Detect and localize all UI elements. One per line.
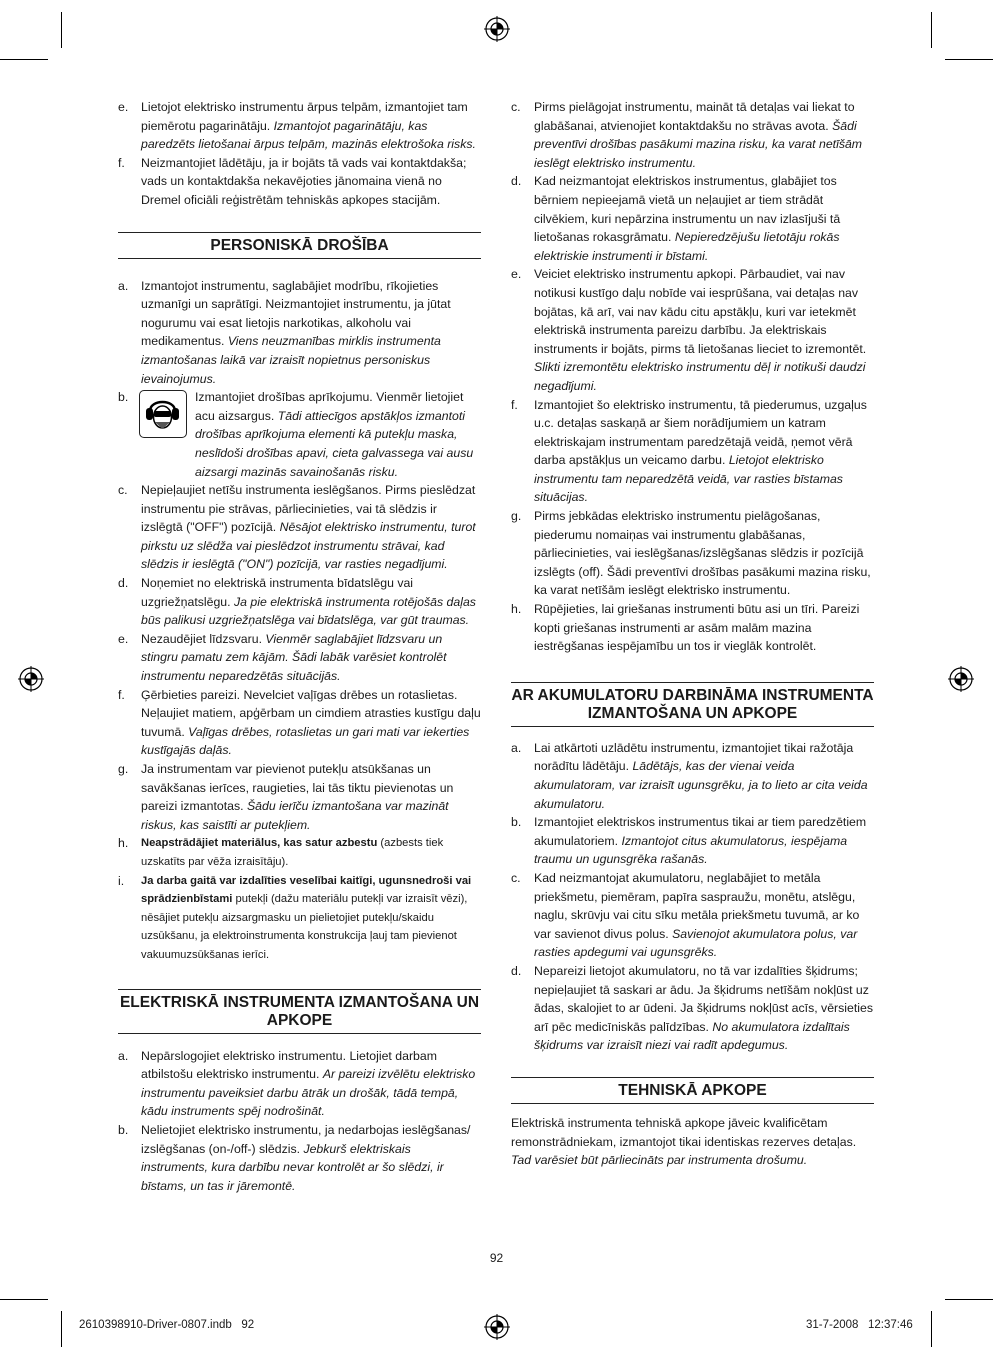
footer-date: 31-7-2008 12:37:46 [806,1319,913,1331]
list-item: b. Izmantojiet drošības aprīkojumu. Vienmēr lietojiet acu aizsargus. Tādi attiecīgos apstākļos izmantoti drošības aprīkojuma elementi kā putekļu maska, neslīdoši drošības apavi, cieta galvassega vai ausu aizsargi mazinās savainošanās risku. [118,390,474,479]
list-item: g. Pirms jebkādas elektrisko instrumentu pielāgošanas, piederumu nomaiņas vai instrumentu glabāšanas, pārliecinieties, vai ieslēgšanas/izslēgšanas slēdzis ir pozīcijā izslēgts (off). Šādi preventīvi drošības pasākumi mazina risku, ka varat netīšām ieslēgt elektrisko instrumentu. [511,509,871,598]
list-item: c. Kad neizmantojat akumulatoru, neglabājiet to metāla priekšmetu, piemēram, papīra saspraužu, monētu, atslēgu, naglu, skrūvju vai citu sīku metāla priekšmetu tuvumā, ar ko var savienot divus polus. Savienojot akumulatora polus, var rasties apdegumi vai ugunsgrēks. [511,870,860,960]
registration-mark-icon [484,1314,510,1340]
list-item: f. Neizmantojiet lādētāju, ja ir bojāts tā vads vai kontaktdakša; vads un kontaktdakša nekavējoties jānomaina vienā no Dremel oficiāli reģistrētām tehniskās apkopes stacijām. [118,155,467,207]
registration-mark-icon [18,666,44,692]
list-item: a. Izmantojot instrumentu, saglabājiet modrību, rīkojieties uzmanīgi un saprātīgi. Neizmantojiet instrumentu, ja jūtat nogurumu vai esat lietojis narkotikas, alkoholu vai medikamentus. Viens neuzmanības mirklis instrumenta izmantošanas laikā var izraisīt nopietnus personiskus ievainojumus. [118,278,451,386]
list-item: d. Noņemiet no elektriskā instrumenta bīdatslēgu vai uzgriežņatslēgu. Ja pie elektriskā instrumenta rotējošās daļas būs palikusi uzgriežņatslēga vai bīdatslēga, var gūt traumas. [118,576,476,628]
crop-mark [945,1299,993,1300]
left-column [118,98,481,1195]
list-item: h. Rūpējieties, lai griešanas instrumenti būtu asi un tīri. Pareizi kopti griešanas instrumenti ar asām malām mazina iestrēgšanas iespējamību un tos ir vieglāk kontrolēt. [511,602,860,654]
list-item: b. Izmantojiet elektriskos instrumentus tikai ar tiem paredzētiem akumulatoriem. Izmantojot citus akumulatorus, iespējama traumu un ugunsgrēka rašanās. [511,815,867,867]
list-item: c. Nepieļaujiet netīšu instrumenta ieslēgšanos. Pirms pieslēdzat instrumentu pie strāvas, pārliecinieties, vai tā slēdzis ir izslēgtā ("OFF") pozīcijā. Nēsājot elektrisko instrumentu, turot pirkstu uz slēdža vai pieslēdzot instrumentu strāvai, kad slēdzis ir ieslēgtā ("ON") pozīcijā, var rasties negadījumi. [118,483,476,572]
section-heading-personal-safety: PERSONISKĀ DROŠĪBA [118,232,481,259]
list-item: a. Nepārslogojiet elektrisko instrumentu. Lietojiet darbam atbilstošu elektrisko instrumentu. Ar pareizi izvēlētu elektrisko instrumentu paveiksiet darbu ātrāk un drošāk, tādā tempā, kādu instruments spēj nodrošināt. [118,1048,476,1119]
list-item: d. Kad neizmantojat elektriskos instrumentus, glabājiet tos bērniem nepieejamā vietā un neļaujiet ar tiem strādāt cilvēkiem, kuri nepārzina instrumentu un nav izlasījuši tā lietošanas rokasgrāmatu. Nepieredzējušu lietotāju rokās elektriskie instrumenti ir bīstami. [511,174,841,263]
crop-mark [0,1299,48,1300]
crop-mark [0,59,48,60]
list-item: f. Izmantojiet šo elektrisko instrumentu, tā piederumus, uzgaļus u.c. detaļas saskaņā ar šiem norādījumiem un katram elektriskajam instrumentam paredzētajā veidā, ņemot vērā darba apstākļus un veicamo darbu. Lietojot elektrisko instrumentu tam neparedzētā veidā, var rasties bīstamas situācijas. [511,397,867,505]
section-heading-battery-tool-use: AR AKUMULATORU DARBINĀMA INSTRUMENTA IZMANTOŠANA UN APKOPE [511,682,874,727]
list-item: b. Nelietojiet elektrisko instrumentu, ja nedarbojas ieslēgšanas/ izslēgšanas (on-/off-) slēdzis. Jebkurš elektriskais instruments, kura darbību nevar kontrolēt ar šo slēdzi, ir bīstams, un tas ir jāremontē. [118,1122,471,1193]
list-item: f. Ģērbieties pareizi. Nevelciet vaļīgas drēbes un rotaslietas. Neļaujiet matiem, apģērbam un cimdiem atrasties kustīgu daļu tuvumā. Vaļīgas drēbes, rotaslietas un gari mati var iekerties kustīgajās daļās. [118,687,481,758]
protective-equipment-icon [139,390,187,438]
crop-mark [61,1311,62,1347]
list-item: g. Ja instrumentam var pievienot putekļu atsūkšanas un savākšanas ierīces, raugieties, lai tās tiktu pievienotas un pareizi izmantotas. Šādu ierīču izmantošana var mazināt riskus, kas saistīti ar putekļiem. [118,762,454,832]
crop-mark [931,12,932,48]
list-item: e. Lietojot elektrisko instrumentu ārpus telpām, izmantojiet tam piemērotu pagarinātāju. Izmantojot pagarinātāju, kas paredzēts lietošanai ārpus telpām, mazinās elektrošoka risks. [118,100,476,152]
page-number: 92 [489,1251,504,1265]
crop-mark [931,1311,932,1347]
section-heading-power-tool-use: ELEKTRISKĀ INSTRUMENTA IZMANTOŠANA UN APKOPE [118,989,481,1034]
registration-mark-icon [948,666,974,692]
service-paragraph: Elektriskā instrumenta tehniskā apkope jāveic kvalificētam remonstrādniekam, izmantojot tikai identiskas rezerves detaļas. Tad varēsiet būt pārliecināts par instrumenta drošumu. [511,1115,857,1168]
list-item: i. Ja darba gaitā var izdalīties veselībai kaitīgi, ugunsnedroši vai sprādzienbīstami putekļi (dažu materiālu putekļi var izraisīt vēzi), nēsājiet putekļu aizsargmasku un pielietojiet putekļu/skaidu uzsūkšanu, ja elektroinstrumenta konstrukcija ļauj tam pievienot vakuumuzsūkšanas ierīci. [118,873,472,961]
crop-mark [945,59,993,60]
footer-file-info: 2610398910-Driver-0807.indb 92 [79,1319,255,1331]
list-item: d. Nepareizi lietojot akumulatoru, no tā var izdalīties šķidrums; nepieļaujiet tā saskari ar ādu. Ja šķidrums netīšām nokļūst uz ādas, skalojiet to ar ūdeni. Ja šķidrums nokļūst acīs, vērsieties arī pēc medicīniskās palīdzības. No akumulatora izdalītais šķidrums var izraisīt niezi vai radīt apdegumus. [511,963,873,1053]
right-column [511,98,874,1170]
list-item: a. Lai atkārtoti uzlādētu instrumentu, izmantojiet tikai ražotāja norādītu lādētāju. Lādētājs, kas der vienai veida akumulatoram, var izraisīt ugunsgrēku, ja to lieto ar cita veida akumulatoru. [511,740,868,811]
list-item: e. Veiciet elektrisko instrumentu apkopi. Pārbaudiet, vai nav notikusi kustīgo daļu nobīde vai iesprūšana, vai detaļas nav bojātas, kā arī, vai nav kādu citu apstākļu, kuri var ietekmēt elektriskā instrumenta pareizu darbību. Ja elektriskais instruments ir bojāts, pirms tā lietošanas lieciet to izremontēt. Slikti izremontētu elektrisko instrumentu dēļ ir notikuši daudzi negadījumi. [511,267,867,393]
list-item: e. Nezaudējiet līdzsvaru. Vienmēr saglabājiet līdzsvaru un stingru pamatu zem kājām. Šādi labāk varēsiet kontrolēt instrumentu neparedzētās situācijās. [118,631,447,684]
list-item: c. Pirms pielāgojat instrumentu, maināt tā detaļas vai liekat to glabāšanai, atvienojiet kontaktdakšu no strāvas avota. Šādi preventīvi drošības pasākumi mazina risku, ka varat netīšām ieslēgt elektrisko instrumentu. [511,100,863,170]
list-item: h. Neapstrādājiet materiālus, kas satur azbestu (azbests tiek uzskatīts par vēža izraisītāju). [118,836,444,868]
section-heading-service: TEHNISKĀ APKOPE [511,1077,874,1104]
crop-mark [61,12,62,48]
registration-mark-icon [484,16,510,42]
